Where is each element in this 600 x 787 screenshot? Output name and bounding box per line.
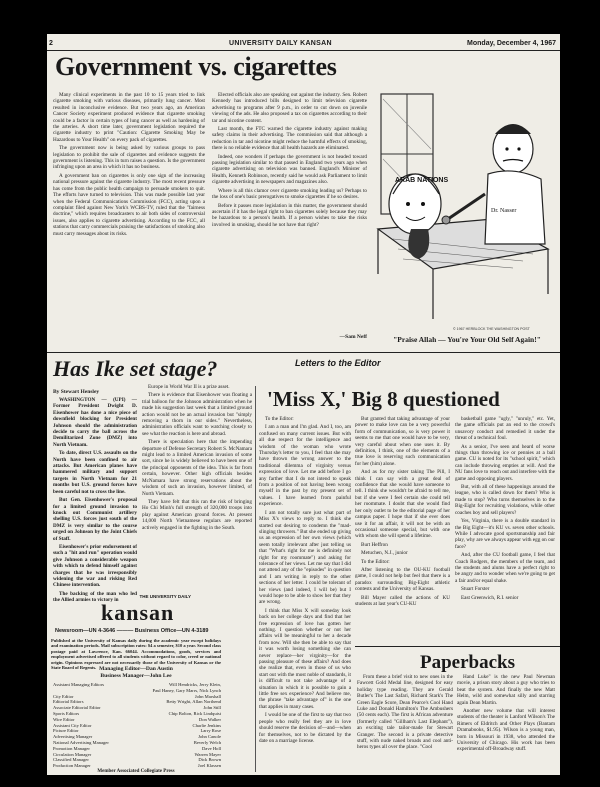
ike-byline: By Stewart Hensley [53, 389, 100, 395]
masthead-phones: Newsroom—UN 4-3646 ——— Business Office—UN 4-3189 [55, 628, 209, 634]
paragraph: Yes, Virginia, there is a double standard in the Big Eight—it's KU vs. seven other schools. While I advocate good sportsmanship and fair play, why are we always appear with egg on our face? [455, 518, 555, 550]
staff-names: Charlie Jenkins [192, 722, 221, 728]
ike-column-2 [142, 384, 252, 594]
paragraph: To the Editor: [361, 558, 390, 565]
ike-headline: Has Ike set stage? [53, 356, 218, 381]
editorial-cartoon [373, 54, 556, 334]
letters-column-2 [355, 416, 450, 642]
letters-kicker: Letters to the Editor [295, 358, 381, 368]
masthead-top: THE UNIVERSITY DAILY [139, 594, 191, 599]
paragraph: And as for my sister taking The Pill, I think I can say with a great deal of confidence that she would have someone to tell. I think she wouldn't be afraid to tell me, but if she were I feel certain she could tell her roommate. I doubt that she would find her only outlet to be the editorial page of her campus paper. I hope that if she ever does use it for an affair, it will not be with an occasional someone special, but with one with whom she will spend a lifetime. [355, 469, 450, 540]
paragraph: Last month, the FTC warned the cigarette industry against making safety claims in their advertising. The commission said that although a reduction in tar and nicotine might reduce the harmful effects of smoking, there is no reliable evidence that all health hazards are eliminated. [212, 126, 367, 152]
staff-title: Wire Editor [53, 716, 75, 722]
staff-names: Beverly Welch [193, 739, 221, 745]
paragraph: Before it passes more legislation in this matter, the government should ascertain if it has the legal right to ban cigarettes solely because they may be hazardous to a person's health. If a person wishes to take the risks involved in smoking, should he not have that right? [212, 202, 367, 228]
ike-column-1 [53, 397, 137, 604]
staff-names: Don Walker [198, 716, 221, 722]
paragraph: There is speculation here that the impending departure of Defense Secretary Robert S. McNamara might lead to a limited American invasion of some sort, since he is widely believed to have been one of the principal opponents of the idea. This is far from certain, however. Other high officials besides McNamara have strong reservations about the wisdom of such an invasion, however limited, of North Vietnam. [142, 439, 252, 497]
paragraph: There is evidence that Eisenhower was floating a trial balloon for the Johnson administration when he made his suggestion last week that a limited ground action would not be an actual invasion but "simply removing a thorn in our sides." Nevertheless, administration officials want to watching closely to see what the reaction is here and abroad. [142, 392, 252, 437]
patient-hat-label: ARAB NATIONS [395, 177, 449, 184]
masthead-logo: kansan [101, 600, 175, 625]
staff-title: Advertising Manager [53, 734, 93, 740]
letters-column-1 [259, 416, 351, 744]
staff-title: Assistant City Editor [53, 722, 92, 728]
editorial-signature: —Sam Neff [339, 334, 367, 340]
paragraph: Elected officials also are speaking out against the industry. Sen. Robert Kennedy has introduced bills designed to limit television cigarette advertising to programs after 9 p.m., in order to cut down on juvenile viewing of the ads. He also proposed a tax on cigarettes according to their tar and nicotine content. [212, 92, 367, 124]
staff-names: Dick Brown [198, 757, 221, 763]
staff-names: Joel Klassen [197, 763, 221, 769]
paragraph: Metuchen, N.J., junior [361, 550, 408, 557]
paragraph: And, after the CU football game, I feel that Coach Rodgers, the members of the team, and the students and alums have a perfect right to be angry and to wonder when we're going to get a fair and/or equal shake. [455, 552, 555, 584]
doctor-label: Dr. Nasser [491, 208, 517, 214]
paragraph: After listening to the OU-KU football game, I could not help but feel that there is a paradox surrounding Big-Eight athletic contests and the University of Kansas. [355, 566, 450, 593]
paragraph: Europe in World War II is a prize asset. [148, 384, 230, 390]
staff-title: Sports Editors [53, 710, 80, 716]
paragraph: But, with all of these happenings around the league, who is called down for them? Who is made to stop? Who turns themselves in to the Big-Eight for recruiting violations, while other coaches boy and sell players? [455, 484, 555, 516]
paragraph: I am a man and I'm glad. And I, too, am confused on many current issues. But with all due respect for the intelligence and wisdom of the woman who wrote Thursday's letter to you, I feel that she may have thrown the wrong answer to the traditional dilemma of virginity versus expression of love. Let me add before I go any farther that I do not intend to speak from a position of not having been wrong myself in the past by my present set of values. I have learned from painful experience. [259, 424, 351, 508]
paragraph: But Gen. Eisenhower's proposal for a limited ground invasion to knock out Communist artillery shelling U.S. forces just south of the DMZ is very similar to the course urged on Johnson by the Joint Chiefs of Staff. [53, 497, 137, 542]
page-number: 2 [49, 40, 53, 47]
paperbacks-rule [355, 646, 560, 647]
staff-names: John Canole [198, 734, 221, 740]
paperbacks-headline: Paperbacks [420, 652, 515, 673]
cartoon-caption: "Praise Allah — You're Your Old Self Again!" [393, 335, 541, 344]
staff-title: Assistant Managing Editors [53, 682, 105, 687]
managing-editor: Managing Editor—Dan Austin [99, 666, 173, 672]
editorial-headline: Government vs. cigarettes [55, 52, 337, 81]
paragraph: Burt Heffron [361, 541, 388, 548]
staff-title: City Editor [53, 693, 74, 699]
paragraph: basketball game "ugly," "unruly," etc. Yet, the game officials put an end to the crowd's unsavory conduct and remedied it under the threat of a technical foul. [455, 416, 555, 442]
paragraph: To the Editor: [265, 416, 294, 422]
paragraph: Where is all this clamor over cigarette smoking leading us? Perhaps to the loss of one's basic prerogatives to smoke cigarettes if he so desires. [212, 187, 367, 201]
staff-title: Production Manager [53, 763, 91, 769]
paragraph: A government ban on cigarettes is only one sign of the increasing national pressure against the cigarette industry. The most recent pressure has come from the public health campaign to persuade smokers to quit. The efforts have turned to television. This was made possible last year when the Federal Communications Commission (FCC), acting upon a complaint filed against New York's WCBS-TV, ruled that the "fairness doctrine," which requires broadcasters to air both sides of controversial issues, also applies to cigarette advertising. According to the FCC, all stations that carry commercials praising the satisfactions of smoking also must carry messages about its risks. [53, 172, 205, 237]
staff-box [53, 682, 221, 769]
staff-names: Larry Rose [200, 728, 221, 734]
press-member: Member Associated Collegiate Press [97, 769, 175, 774]
paragraph: They have felt that this ran the risk of bringing Ho Chi Minh's full strength of 320,000 troops into play against American ground forces. At present 14,000 North Vietnamese regulars are reported actively engaged in the fighting in the South. [142, 498, 252, 531]
paragraph: I think that Miss X will someday look back on her college days and find that her free expression of love has gotten her nothing. I question whether or not her affairs will be meaningful to her a decade from now. Will she then be able to say that it was worth losing something she can never replace—her virginity—for the passing pleasure of these affairs? And does she realize that, even in those of us who start out with the most noble of standards, it is difficult to not take advantage of a situation in which it is possible to gain a little free sex experience? And believe me, the phrase "take advantage of" is the one that applies in many cases. [259, 607, 351, 710]
header-rule [47, 50, 560, 51]
letters-column-3 [455, 416, 555, 642]
staff-title: Promotion Manager [53, 745, 90, 751]
editorial-column-1 [53, 92, 205, 336]
newspaper-page [47, 34, 560, 775]
staff-names: Dave Holl [201, 745, 221, 751]
paragraph: Hand Luke" is the new Paul Newman movie, a prison story about a guy who tries to beat the system. And finally the new Matt Helm, wild and somewhat silly and starring again Dean Martin. [457, 674, 555, 706]
business-manager: Business Manager—John Lee [100, 673, 172, 679]
staff-names: Betty Wright, Allan Northend [166, 699, 221, 705]
staff-names: John Still [203, 705, 221, 711]
cartoon-credit: © 1967 HERBLOCK THE WASHINGTON POST [453, 327, 530, 331]
paragraph: As a senior, I've seen and heard of worse things than throwing ice or pennies at a ball game. CU is noted for its "school spirit," which can include throwing empties at will. And the NU fans love to reach out and interfere with the game and opposing players. [455, 443, 555, 482]
paragraph: From these a brief visit to new ones in the Fawcett Gold Medal line, designed for easy holiday type reading. They are Gerald Butler's The Last Safari, Richard Stark's The Green Eagle Score, Dean Pearce's Cool Hand Luke and Donald Hamilton's The Ambushers (50 cents each). The first is African adventure (formerly called "Gillham's Last Elephant"), an exciting tale tailor-made for Stewart Granger. The second is a private detective stuff, with nude naked broads and cool anti-heros types all over the place. "Cool [357, 674, 453, 751]
paragraph: Another new volume that will interest students of the theater is Lanford Wilson's The Rimers of Eldritch and Other Plays (Bantam Dramabooks, $1.95). Wilson is a young man, born in Missouri in 1938, who attended the University of Chicago. His work has been experimental off-Broadway stuff. [457, 708, 555, 753]
staff-names: Will Hendricks, Jerry Klein, [169, 682, 221, 687]
section-rule [47, 352, 560, 353]
staff-names: Chip Bolton, Rick Lindquist [168, 710, 221, 716]
staff-names: John Marshall [194, 693, 221, 699]
staff-title: Editorial Editors [53, 699, 84, 705]
paragraph: To date, direct U.S. assaults on the North have been confined to air attacks. But American planes have hammered military and support targets in North Vietnam for 21 months but U.S. ground forces have been careful not to cross the line. [53, 450, 137, 495]
staff-title: National Advertising Manager [53, 739, 109, 745]
paragraph: But granted that taking advantage of your power to make love can be a very powerful form of communication, so is very power it seems to me that one would have to be very, very careful about when one uses it. By definition, I think, one of the elements of a true love is reserving such communication for her (him) alone. [355, 416, 450, 467]
staff-title: Circulation Manager [53, 751, 92, 757]
paragraph: Stuart Forster [461, 586, 490, 593]
paragraph: Eisenhower's prior endorsement of such a "hit and run" operation would give Johnson a considerable weapon with which to defend himself against charges that he was irresponsibly widening the war and risking Red Chinese intervention. [53, 543, 137, 589]
paragraph: Many clinical experiments in the past 10 to 15 years tried to link cigarette smoking with various diseases, primarily lung cancer. Most resulted in inconclusive evidence. But two years ago, an American Cancer Society experiment produced evidence that cigarette smoking could be a factor in certain types of lung cancer as well as hardening of the arteries. A short time later, government legislation required the cigarette industry to print "Caution: Cigarette Smoking May be Hazardous to Your Health" on every pack of cigarettes. [53, 92, 205, 143]
paragraph: I would be one of the first to say that two people who really feel they are in love should reserve the decision of—and—when for themselves, not to be dictated by the date on a marriage license. [259, 712, 351, 744]
paragraph: I am not totally sure just what part of Miss X's views to reply to. I think she started out desiring to condemn the "mad-slinging throwers." But she ended up giving us an expression of her own views (which seem totally irrelevant after just telling us that "What's right for me is definitely not right for my roommate") and asking for tolerance of her views. Let me say that I did not attend any of the "episodes" in question and I am writing in reply to the other sections of her letter. I could be tolerant of her views (and indeed, I will be) but I would hope to be able to show her that they are wrong. [259, 509, 351, 606]
paper-name: UNIVERSITY DAILY KANSAN [229, 40, 332, 47]
paragraph: The backing of the man who led the Allied armies to victory in [53, 590, 137, 604]
staff-names: Warren Mayer [194, 751, 221, 757]
paperbacks-column-1 [357, 674, 453, 774]
paragraph: Indeed, one wonders if perhaps the government is not headed toward passing legislation similar to that passed in England two years ago when cigarette advertising on television was banned. England's Minister of Health, Kenneth Robinson, recently said he would ask Parliament to limit cigarette advertising in newspapers and magazines also. [212, 153, 367, 186]
column-divider [255, 386, 256, 772]
staff-names: Paul Haney, Gary Marrs, Nick Lynch [152, 687, 221, 693]
issue-date: Monday, December 4, 1967 [467, 40, 556, 47]
paragraph: East Greenwich, R.I. senior [461, 594, 519, 601]
masthead-blurb: Published at the University of Kansas daily during the academic year except holidays and examination periods. Mail subscription rates: $4 a semester, $10 a year. Second class postage paid at Lawrence, Kan. 66044. Accommodations, goods, services and employment advertised offered to all students without regard to color, creed or national origin. Opinions expressed are not necessarily those of the University of Kansas or the State Board of Regents. [51, 638, 221, 671]
staff-title: Associate Editorial Editor [53, 705, 101, 711]
staff-title: Classified Manager [53, 757, 89, 763]
paragraph: Bill Mayer called the actions of KU students at last year's CU-KU [355, 594, 450, 607]
paragraph: WASHINGTON — (UPI) — Former President Dwight D. Eisenhower has done a nice piece of downfield blocking for President Johnson should the administration decide to carry the ball across the Demilitarized Zone (DMZ) into North Vietnam. [53, 397, 137, 448]
editorial-column-2 [212, 92, 367, 336]
letters-headline: 'Miss X,' Big 8 questioned [267, 387, 500, 411]
paperbacks-column-2 [457, 674, 555, 774]
paragraph: The government now is being asked by various groups to pass legislation to prohibit the sale of cigarettes and evidence suggests the government is listening. This in turn raises a question. Is the government infringing upon an area in which it has no business. [53, 145, 205, 171]
staff-title: Picture Editor [53, 728, 79, 734]
